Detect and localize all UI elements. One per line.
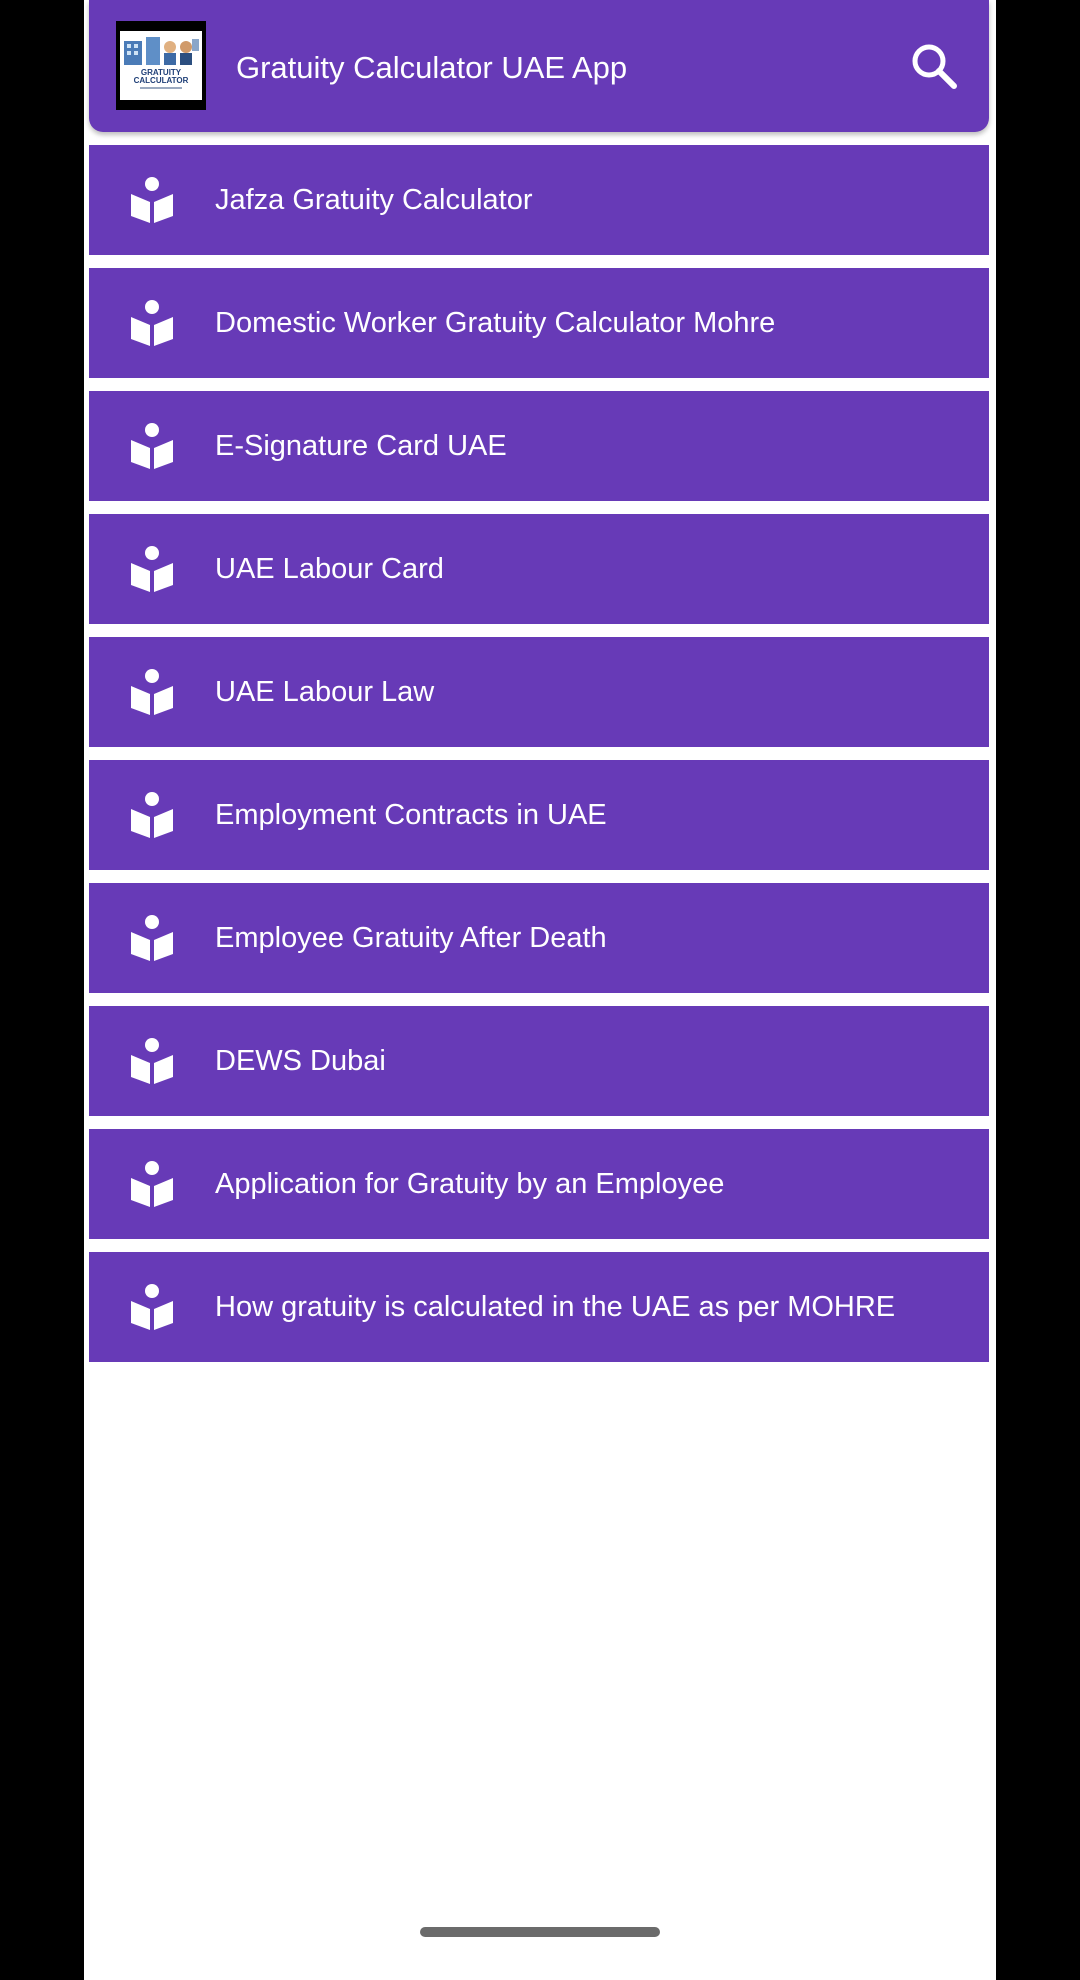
list-item[interactable]: [89, 268, 989, 378]
book-reader-icon: [129, 1037, 175, 1085]
list-item[interactable]: [89, 760, 989, 870]
list-item-label: How gratuity is calculated in the UAE as per MOHRE: [215, 1291, 896, 1323]
list-item[interactable]: [89, 1006, 989, 1116]
logo-text-line1: GRATUITY: [140, 68, 182, 77]
list-item-label: Employee Gratuity After Death: [215, 922, 607, 954]
list-item-label: Domestic Worker Gratuity Calculator Mohre: [215, 307, 776, 339]
book-reader-icon: [129, 1283, 175, 1331]
app-bar: [89, 0, 989, 132]
list-item[interactable]: [89, 145, 989, 255]
search-icon: [906, 38, 962, 94]
list-item[interactable]: [89, 391, 989, 501]
book-reader-icon: [129, 545, 175, 593]
app-screen: [84, 0, 996, 1980]
book-reader-icon: [129, 176, 175, 224]
list-item-label: Employment Contracts in UAE: [215, 799, 607, 831]
book-reader-icon: [129, 914, 175, 962]
list-item[interactable]: [89, 637, 989, 747]
list-item-label: UAE Labour Law: [215, 676, 435, 708]
list-item-label: Jafza Gratuity Calculator: [215, 184, 533, 216]
list-item-label: UAE Labour Card: [215, 553, 444, 585]
app-title: Gratuity Calculator UAE App: [236, 50, 628, 85]
home-indicator[interactable]: [420, 1927, 660, 1937]
logo-illustration: [120, 31, 202, 100]
book-reader-icon: [129, 668, 175, 716]
list-item-label: E-Signature Card UAE: [215, 430, 507, 462]
logo-text-line2: CALCULATOR: [133, 76, 189, 85]
book-reader-icon: [129, 299, 175, 347]
search-button[interactable]: [906, 38, 962, 94]
book-reader-icon: [129, 1160, 175, 1208]
book-reader-icon: [129, 422, 175, 470]
list-item[interactable]: [89, 514, 989, 624]
list-item-label: Application for Gratuity by an Employee: [215, 1168, 725, 1200]
list-item[interactable]: [89, 1129, 989, 1239]
list-item-label: DEWS Dubai: [215, 1045, 386, 1077]
app-logo: [116, 21, 206, 110]
list-item[interactable]: [89, 1252, 989, 1362]
book-reader-icon: [129, 791, 175, 839]
topic-list: [89, 145, 989, 1375]
list-item[interactable]: [89, 883, 989, 993]
logo-image: [120, 31, 202, 100]
